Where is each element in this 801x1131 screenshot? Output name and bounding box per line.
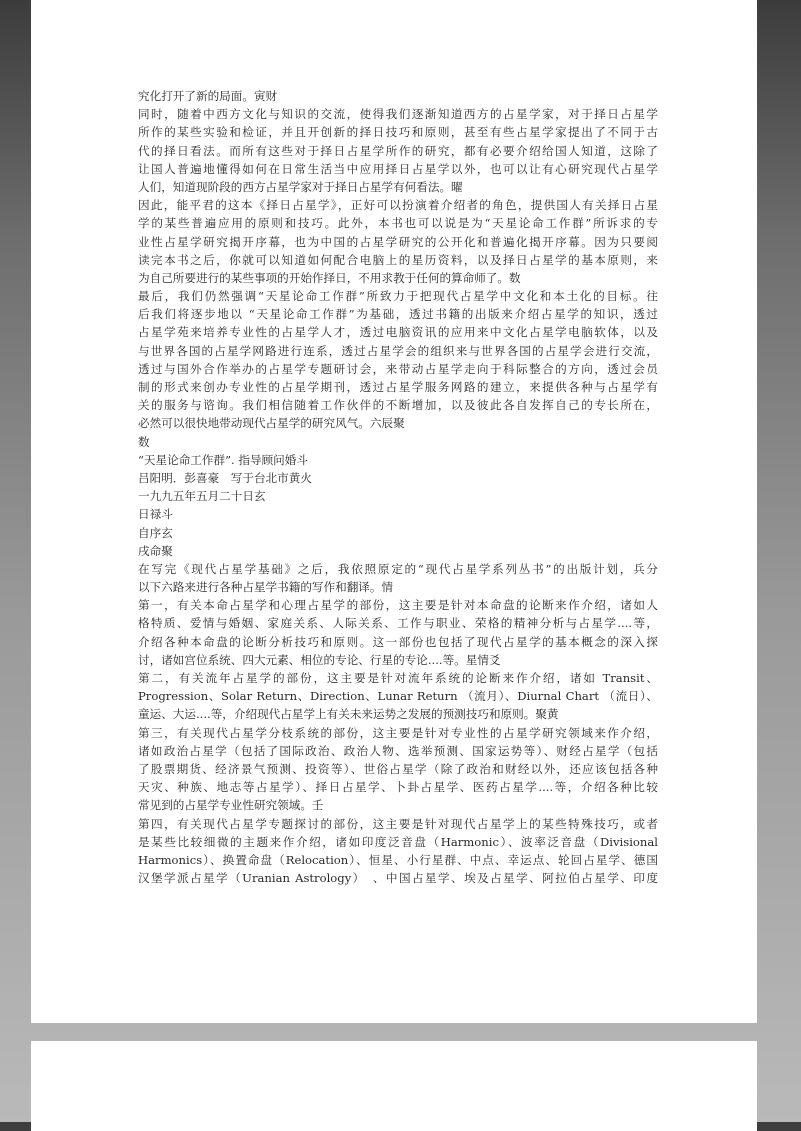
- text-line: 了股票期货、经济景气预测、投资等）、世俗占星学（除了政治和财经以外，还应该包括各种: [138, 761, 658, 776]
- text-line: 数: [138, 434, 150, 449]
- text-line: 第一，有关本命占星学和心理占星学的部份，这主要是针对本命盘的论断来作介绍，诸如人: [138, 598, 658, 613]
- text-line: 与世界各国的占星学网路进行连系，透过占星学会的组织来与世界各国的占星学会进行交流，: [138, 343, 658, 358]
- text-line: Progression、Solar Return、Direction、Lunar Return （流月）、Diurnal Chart （流日）、: [138, 689, 658, 704]
- text-line: 为自己所要进行的某些事项的开始作择日，不用求教于任何的算命师了。数: [138, 270, 521, 285]
- text-line: 戌命聚: [138, 543, 173, 558]
- text-line: 后我们将逐步地以 “天星论命工作群”为基础，透过书籍的出版来介绍占星学的知识，透过: [138, 307, 658, 322]
- text-line: 让国人普遍地懂得如何在日常生活当中应用择日占星学以外，也可以让有心研究现代占星学: [138, 161, 658, 176]
- text-line: 是某些比较细微的主题来作介绍，诸如印度泛音盘（Harmonic）、波率泛音盘（Divisional: [138, 834, 658, 849]
- document-page-1: [31, 0, 757, 1023]
- text-line: 业性占星学研究揭开序幕，也为中国的占星学研究的公开化和普遍化揭开序幕。因为只要阅: [138, 234, 658, 249]
- text-line: 吕阳明．彭喜豪 写于台北市黄火: [138, 470, 312, 485]
- text-line: 人们，知道现阶段的西方占星学家对于择日占星学有何看法。曜: [138, 179, 463, 194]
- text-line: 制的形式来创办专业性的占星学期刊，透过占星学服务网路的建立，来提供各种与占星学有: [138, 380, 658, 394]
- text-line: 日禄斗: [138, 507, 173, 522]
- text-line: 汉堡学派占星学（Uranian Astrology） 、中国占星学、埃及占星学、阿拉伯占星学、印度: [138, 871, 658, 886]
- text-line: 讨，诸如宫位系统、四大元素、相位的专论、行星的专论....等。星情爻: [138, 652, 501, 667]
- text-line: 所作的某些实验和检证，并且开创新的择日技巧和原则，甚至有些占星学家提出了不同于古: [138, 125, 658, 140]
- text-line: 因此，能平君的这本《择日占星学》，正好可以扮演着介绍者的角色，提供国人有关择日占星: [138, 198, 658, 213]
- text-line: 在写完《现代占星学基础》之后，我依照原定的“现代占星学系列丛书”的出版计划，兵分: [138, 561, 658, 576]
- text-line: 占星学苑来培养专业性的占星学人才，透过电脑资讯的应用来中文化占星学电脑软体，以及: [138, 325, 658, 340]
- text-line: 学的某些普遍应用的原则和技巧。此外，本书也可以说是为“天星论命工作群”所诉求的专: [138, 216, 658, 231]
- text-line: 同时，随着中西方文化与知识的交流，使得我们逐渐知道西方的占星学家，对于择日占星学: [138, 107, 658, 122]
- text-line: 天灾、种族、地志等占星学）、择日占星学、卜卦占星学、医药占星学....等，介绍各种比较: [138, 780, 658, 795]
- text-line: 必然可以很快地带动现代占星学的研究风气。六辰聚: [138, 416, 405, 431]
- text-line: 最后，我们仍然强调“天星论命工作群”所致力于把现代占星学中文化和本土化的目标。往: [138, 289, 658, 304]
- text-line: Harmonics）、换置命盘（Relocation）、恒星、小行星群、中点、幸运点、轮回占星学、德国: [138, 852, 658, 867]
- text-line: 第四，有关现代占星学专题探讨的部份，这主要是针对现代占星学上的某些特殊技巧，或者: [138, 816, 658, 831]
- text-line: 以下六路来进行各种占星学书籍的写作和翻译。情: [138, 580, 394, 595]
- page-text-body: [138, 87, 658, 887]
- text-line: 介绍各种本命盘的论断分析技巧和原则。这一部份也包括了现代占星学的基本概念的深入探: [138, 634, 658, 649]
- text-line: 常见到的占星学专业性研究领域。壬: [138, 798, 324, 813]
- text-line: 关的服务与谘询。我们相信随着工作伙伴的不断增加，以及彼此各自发挥自己的专长所在，: [138, 398, 658, 413]
- text-line: 自序玄: [138, 525, 173, 540]
- document-page-2: [31, 1041, 757, 1131]
- text-line: 一九九五年五月二十日玄: [138, 489, 266, 504]
- text-line: 第三，有关现代占星学分枝系统的部份，这主要是针对专业性的占星学研究领域来作介绍，: [138, 725, 658, 740]
- text-line: 童运、大运....等，介绍现代占星学上有关未来运势之发展的预测技巧和原则。聚黄: [138, 707, 559, 722]
- text-line: 诸如政治占星学（包括了国际政治、政治人物、选举预测、国家运势等）、财经占星学（包括: [138, 743, 658, 758]
- text-line: 透过与国外合作举办的占星学专题研讨会，来带动占星学走向于科际整合的方向，透过会员: [138, 361, 658, 376]
- text-line: 第二，有关流年占星学的部份，这主要是针对流年系统的论断来作介绍，诸如 Transit、: [138, 671, 658, 685]
- text-line: 读完本书之后，你就可以知道如何配合电脑上的星历资料，以及择日占星学的基本原则，来: [138, 252, 658, 267]
- text-line: 究化打开了新的局面。寅财: [138, 89, 278, 103]
- text-line: 格特质、爱情与婚姻、家庭关系、人际关系、工作与职业、荣格的精神分析与占星学....等，: [138, 616, 658, 631]
- text-line: 代的择日看法。而所有这些对于择日占星学所作的研究，都有必要介绍给国人知道，这除了: [138, 143, 658, 158]
- text-line: “天星论命工作群”. 指导顾问婚斗: [138, 452, 308, 467]
